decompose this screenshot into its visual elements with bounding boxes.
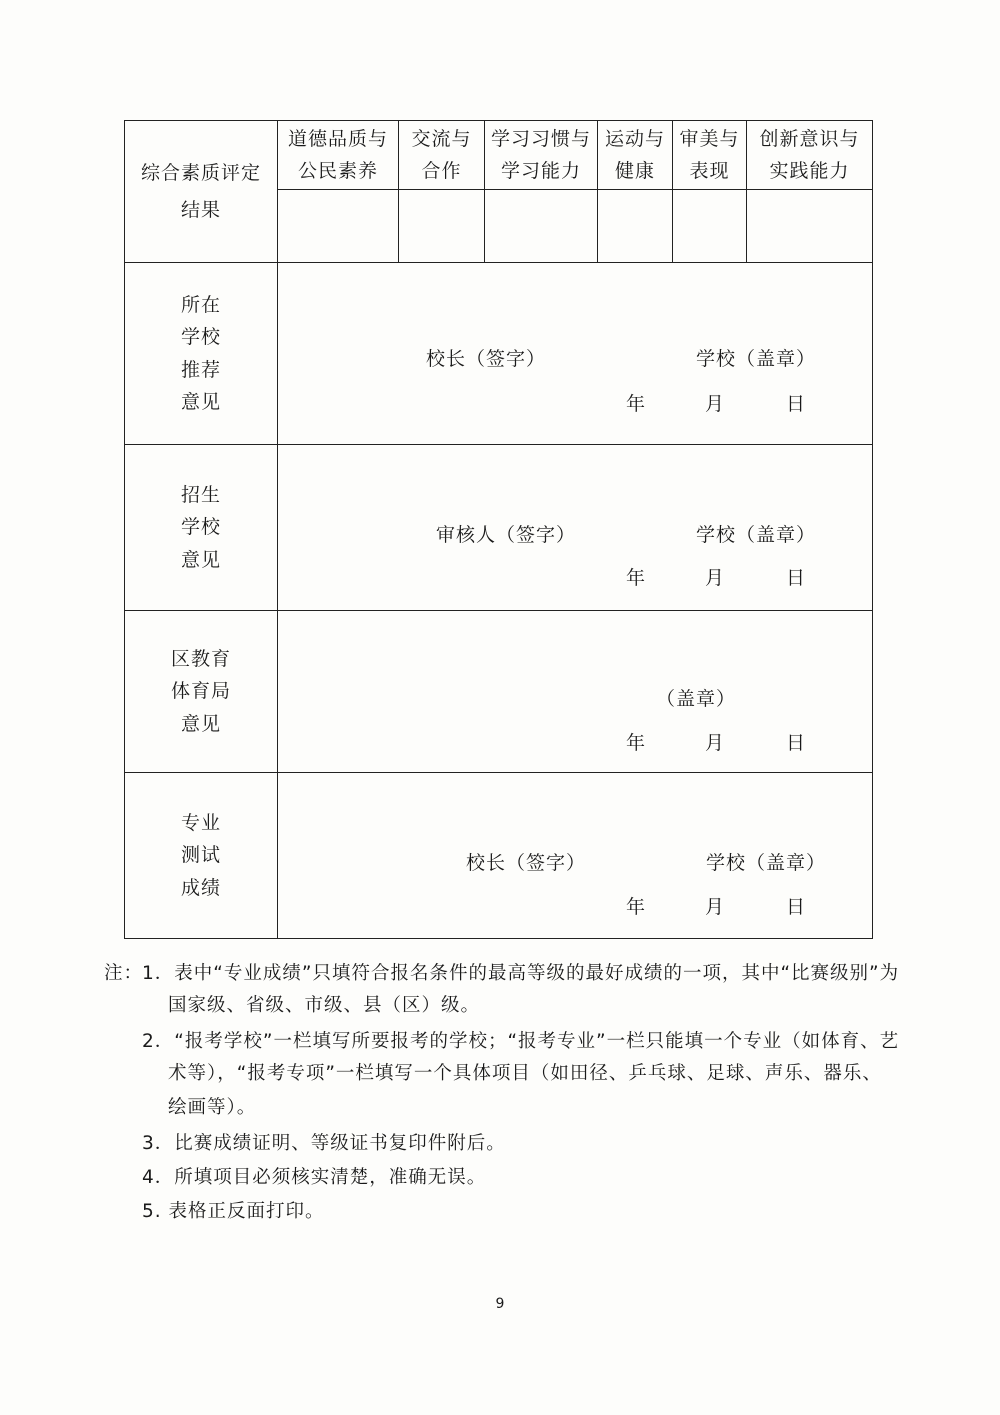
col-header-line: 健康 <box>614 160 655 182</box>
note-2-line-3: 绘画等）。 <box>168 1097 257 1118</box>
quality-row-label <box>125 121 278 263</box>
col-header-line: 交流与 <box>411 127 472 150</box>
label-line: 区教育 <box>170 648 231 671</box>
col-header-learning <box>485 121 598 190</box>
label-line: 招生 <box>180 484 221 507</box>
col-header-communication <box>399 121 485 190</box>
label-line: 学校 <box>180 326 221 349</box>
col-header-line: 合作 <box>421 160 462 182</box>
quality-label-line-2: 结果 <box>180 198 221 221</box>
date-day: 日 <box>786 732 807 754</box>
date-month: 月 <box>705 567 726 589</box>
note-4: 4．所填项目必须核实清楚，准确无误。 <box>142 1167 487 1188</box>
col-header-morality <box>278 121 399 190</box>
date-day: 日 <box>786 567 807 589</box>
date-year: 年 <box>626 567 647 589</box>
cell-communication-value[interactable] <box>399 190 485 263</box>
col-header-aesthetics <box>673 121 747 190</box>
label-line: 意见 <box>180 390 221 413</box>
label-line: 成绩 <box>180 876 221 899</box>
school-stamp-label: 学校（盖章） <box>696 524 817 546</box>
col-header-line: 运动与 <box>604 127 665 150</box>
note-2-line-1: 2．“报考学校”一栏填写所要报考的学校；“报考专业”一栏只能填一个专业（如体育、艺 <box>142 1031 900 1052</box>
date-month: 月 <box>705 732 726 754</box>
principal-signature-label: 校长（签字） <box>466 852 587 874</box>
label-line: 意见 <box>180 712 221 735</box>
date-year: 年 <box>626 732 647 754</box>
reviewer-signature-label: 审核人（签字） <box>436 524 577 546</box>
note-1-line-2: 国家级、省级、市级、县（区）级。 <box>168 995 481 1016</box>
admission-label <box>125 445 278 611</box>
label-line: 学校 <box>180 516 221 539</box>
admission-opinion-cell[interactable] <box>278 445 873 611</box>
cell-aesthetics-value[interactable] <box>673 190 747 263</box>
col-header-line: 学习习惯与 <box>490 127 591 150</box>
date-month: 月 <box>705 393 726 415</box>
col-header-line: 表现 <box>689 160 730 182</box>
label-line: 所在 <box>180 293 221 316</box>
cell-learning-value[interactable] <box>485 190 598 263</box>
school-stamp-label: 学校（盖章） <box>706 852 827 874</box>
col-header-line: 学习能力 <box>500 160 581 182</box>
col-header-line: 创新意识与 <box>759 127 860 150</box>
date-day: 日 <box>786 393 807 415</box>
col-header-innovation <box>747 121 873 190</box>
label-line: 推荐 <box>180 358 221 381</box>
label-line: 专业 <box>180 812 221 835</box>
note-3: 3．比赛成绩证明、等级证书复印件附后。 <box>142 1133 506 1154</box>
quality-label-line-1: 综合素质评定 <box>140 162 261 185</box>
school-stamp-label: 学校（盖章） <box>696 348 817 370</box>
bureau-stamp-label: （盖章） <box>656 688 737 710</box>
cell-innovation-value[interactable] <box>747 190 873 263</box>
test-result-cell[interactable] <box>278 773 873 939</box>
note-1-line-1: 1．表中“专业成绩”只填符合报名条件的最高等级的最好成绩的一项，其中“比赛级别”为 <box>142 963 900 984</box>
test-label <box>125 773 278 939</box>
bureau-opinion-cell[interactable] <box>278 611 873 773</box>
date-year: 年 <box>626 393 647 415</box>
school-rec-label <box>125 263 278 445</box>
col-header-line: 道德品质与 <box>287 127 388 150</box>
notes-prefix: 注： <box>104 963 144 984</box>
date-day: 日 <box>786 896 807 918</box>
cell-morality-value[interactable] <box>278 190 399 263</box>
date-year: 年 <box>626 896 647 918</box>
label-line: 测试 <box>180 844 221 867</box>
principal-signature-label: 校长（签字） <box>426 348 547 370</box>
cell-sports-value[interactable] <box>598 190 673 263</box>
date-month: 月 <box>705 896 726 918</box>
label-line: 体育局 <box>170 680 231 703</box>
col-header-line: 公民素养 <box>297 160 378 182</box>
school-rec-opinion-cell[interactable] <box>278 263 873 445</box>
bureau-label <box>125 611 278 773</box>
col-header-sports <box>598 121 673 190</box>
note-5: 5. 表格正反面打印。 <box>142 1201 325 1222</box>
col-header-line: 实践能力 <box>769 160 850 182</box>
note-2-line-2: 术等），“报考专项”一栏填写一个具体项目（如田径、乒乓球、足球、声乐、器乐、 <box>168 1063 882 1084</box>
page-number: 9 <box>495 1296 505 1312</box>
label-line: 意见 <box>180 548 221 571</box>
recommendation-form-table <box>124 120 873 939</box>
col-header-line: 审美与 <box>679 127 740 150</box>
